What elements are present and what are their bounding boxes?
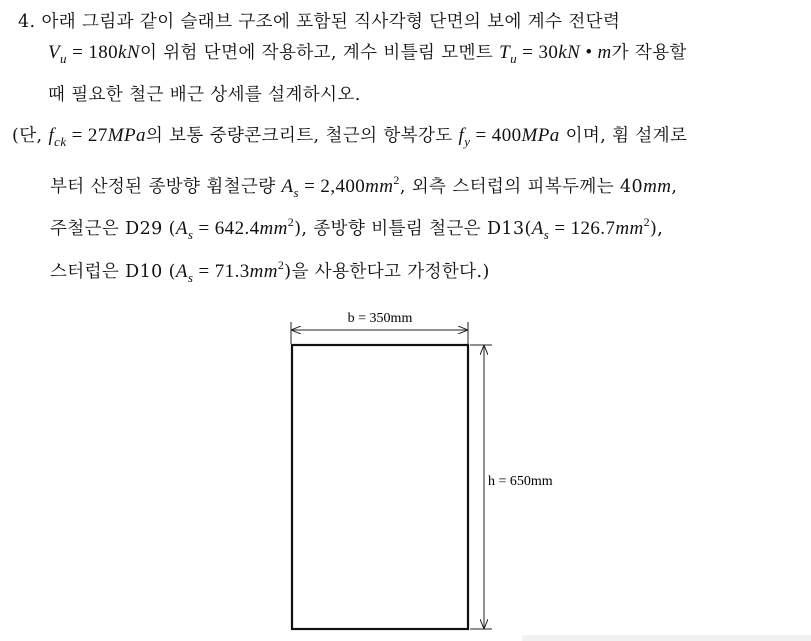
height-label: h = 650mm [488, 474, 553, 489]
tu-symbol: T [499, 42, 511, 63]
d13-area-superscript: 2 [643, 215, 651, 229]
vu-unit: kN [118, 42, 140, 63]
fck-value: = 27 [66, 125, 108, 146]
width-label: b = 350mm [347, 311, 413, 326]
condition-text-3a: 주철근은 D29 ( [50, 219, 176, 239]
beam-cross-section [292, 345, 468, 629]
fy-value: = 400 [470, 125, 522, 146]
tu-subscript: u [510, 51, 518, 66]
d10-area-symbol: A [175, 261, 188, 282]
problem-number: 4. [18, 12, 36, 32]
fy-unit: MPa [521, 125, 560, 146]
as-unit: mm [365, 176, 394, 197]
condition-text-2b: , 외측 스터럽의 피복두께는 40 [399, 177, 644, 197]
condition-text-2c: , [671, 177, 678, 197]
d10-area-unit: mm [249, 261, 278, 282]
condition-text-1a: (단, [12, 126, 49, 146]
fck-subscript: ck [54, 134, 67, 149]
condition-text-3c: ), [650, 219, 664, 239]
d29-area-symbol: A [175, 218, 188, 239]
condition-text-1c: 이며, 휨 설계로 [559, 126, 688, 146]
fy-symbol: f [458, 125, 465, 146]
d10-area-value: = 71.3 [193, 261, 250, 282]
as-symbol: A [281, 176, 294, 197]
d10-area-superscript: 2 [277, 258, 285, 272]
problem-text-2b: 가 작용할 [611, 43, 687, 63]
d13-area-unit: mm [615, 218, 644, 239]
d29-area-unit: mm [259, 218, 288, 239]
tu-unit: kN • m [558, 42, 612, 63]
d13-area-symbol: A [531, 218, 544, 239]
condition-text-1b: 의 보통 중량콘크리트, 철근의 항복강도 [145, 126, 459, 146]
fck-symbol: f [48, 125, 55, 146]
as-subscript: s [293, 185, 299, 200]
vu-subscript: u [60, 51, 67, 66]
d10-area-subscript: s [187, 270, 194, 285]
page-edge-shade [522, 635, 811, 641]
d29-area-value: = 642.4 [193, 218, 260, 239]
cover-unit: mm [643, 176, 672, 197]
vu-symbol: V [48, 42, 61, 63]
condition-text-2a: 부터 산정된 종방향 휨철근량 [50, 177, 282, 197]
problem-text-1: 아래 그림과 같이 슬래브 구조에 포함된 직사각형 단면의 보에 계수 전단력 [41, 12, 621, 32]
d13-area-value: = 126.7 [549, 218, 616, 239]
condition-text-4b: )을 사용한다고 가정한다.) [284, 262, 490, 282]
fck-unit: MPa [107, 125, 146, 146]
fy-subscript: y [464, 134, 471, 149]
vu-value: = 180 [66, 42, 119, 63]
as-value: = 2,400 [299, 176, 366, 197]
as-superscript: 2 [393, 173, 400, 187]
problem-text-2a: 이 위험 단면에 작용하고, 계수 비틀림 모멘트 [139, 43, 500, 63]
condition-text-3b: ), 종방향 비틀림 철근은 D13( [294, 219, 532, 239]
d13-area-subscript: s [543, 227, 550, 242]
problem-text-3: 때 필요한 철근 배근 상세를 설계하시오. [48, 85, 361, 105]
d29-area-superscript: 2 [287, 215, 295, 229]
condition-text-4a: 스터럽은 D10 ( [50, 262, 176, 282]
tu-value: = 30 [517, 42, 559, 63]
d29-area-subscript: s [187, 227, 194, 242]
